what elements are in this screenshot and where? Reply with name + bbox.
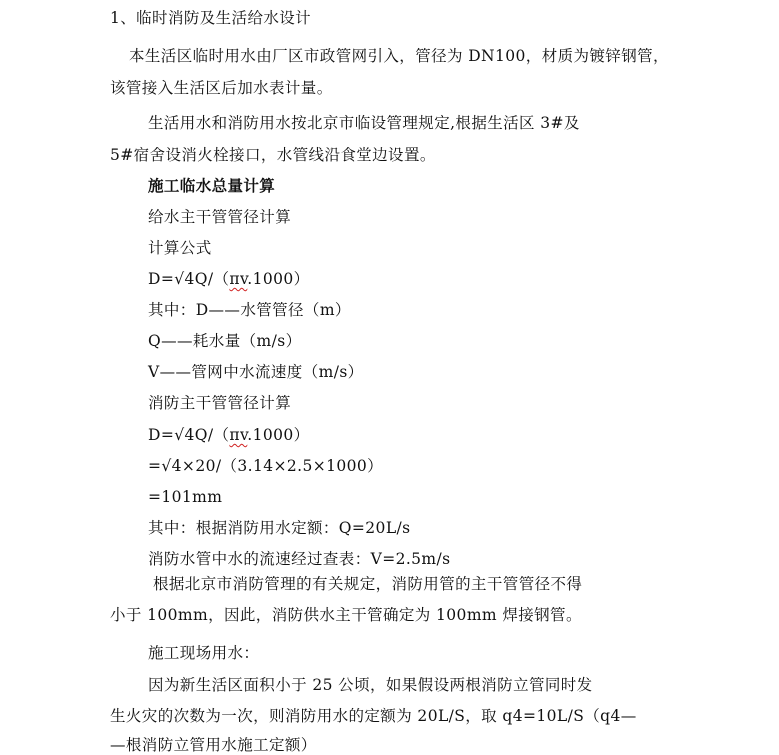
paragraph-1-line-1: 本生活区临时用水由厂区市政管网引入，管径为 DN100，材质为镀锌钢管， — [129, 47, 669, 65]
paragraph-3-line-1: 根据北京市消防管理的有关规定，消防用管的主干管管径不得 — [153, 575, 583, 593]
where-line-1: 其中：D——水管管径（m） — [148, 301, 351, 319]
formula-2-prefix: D=√4Q/（ — [148, 426, 230, 444]
formula-2-flagged: πv — [229, 426, 248, 444]
paragraph-2-line-1: 生活用水和消防用水按北京市临设管理规定,根据生活区 3#及 — [148, 114, 580, 132]
section-heading: 1、临时消防及生活给水设计 — [110, 9, 312, 27]
flow-line: 消防水管中水的流速经过查表：V=2.5m/s — [148, 550, 451, 568]
main-pipe-title: 给水主干管管径计算 — [148, 208, 292, 226]
fire-pipe-title: 消防主干管管径计算 — [148, 394, 292, 412]
formula-1-flagged: πv — [229, 270, 248, 288]
formula-1-prefix: D=√4Q/（ — [148, 270, 230, 288]
paragraph-2-line-2: 5#宿舍设消火栓接口，水管线沿食堂边设置。 — [110, 146, 436, 164]
formula-1 — [148, 269, 310, 289]
formula-1-suffix: .1000） — [247, 270, 310, 288]
formula-2-suffix: .1000） — [247, 426, 310, 444]
calc-line: =√4×20/（3.14×2.5×1000） — [148, 457, 384, 475]
site-water-title: 施工现场用水： — [148, 644, 260, 662]
subheading: 施工临水总量计算 — [148, 176, 276, 195]
paragraph-4-line-1: 因为新生活区面积小于 25 公顷，如果假设两根消防立管同时发 — [148, 676, 593, 694]
paragraph-1-line-2: 该管接入生活区后加水表计量。 — [110, 79, 333, 97]
paragraph-3-line-2: 小于 100mm，因此，消防供水主干管确定为 100mm 焊接钢管。 — [110, 606, 582, 624]
formula-title: 计算公式 — [148, 239, 212, 257]
q-definition: Q——耗水量（m/s） — [148, 332, 302, 350]
v-definition: V——管网中水流速度（m/s） — [148, 363, 364, 381]
paragraph-4-line-3: —根消防立管用水施工定额） — [110, 736, 317, 754]
paragraph-4-line-2: 生火灾的次数为一次，则消防用水的定额为 20L/S，取 q4=10L/S（q4— — [110, 707, 637, 725]
formula-2 — [148, 425, 310, 445]
where-line-2: 其中：根据消防用水定额：Q=20L/s — [148, 519, 411, 537]
result-line: =101mm — [148, 488, 223, 506]
